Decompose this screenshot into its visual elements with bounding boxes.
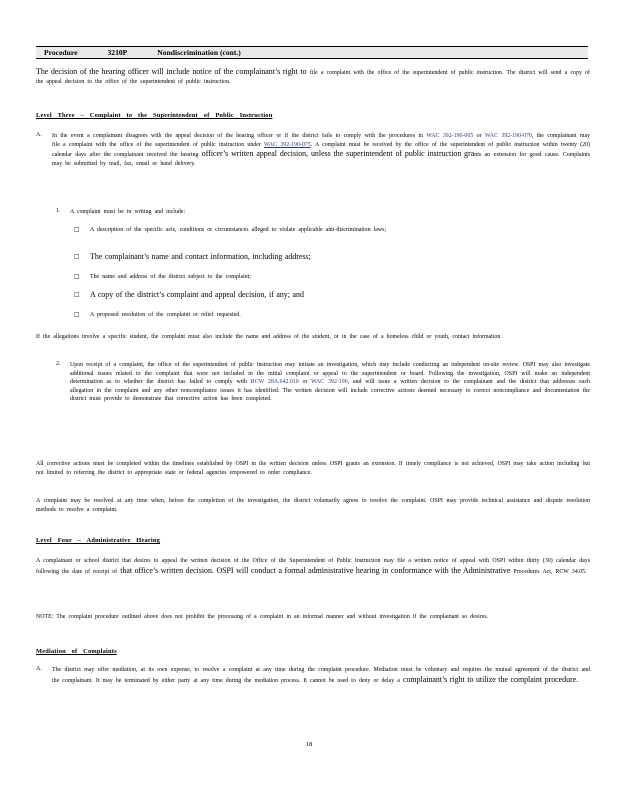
bullet-item <box>74 311 588 320</box>
item-2-number: 2. <box>56 361 61 367</box>
checkbox-bullet-icon: □ <box>74 253 80 260</box>
bullet-text: A copy of the district’s complaint and appeal decision, if any; and <box>90 290 304 299</box>
mediation-text-1: The district may offer mediation, at its own expense, to resolve a complaint at any time during the complaint procedure. Mediation must be voluntary and requires the mutual agreement of the district and the complainant. It may be terminated by either party at any time during the mediation process. It cannot be used to deny or delay a <box>52 667 590 684</box>
mediation-paragraph <box>52 666 590 685</box>
mediation-a-label: A. <box>36 666 42 672</box>
item-1-text: A complaint must be in writing and include: <box>70 209 186 215</box>
a-text-4: nts an extension for good cause. Complaints may be submitted by mail, fax, email or hand delivery. <box>52 152 590 167</box>
rcw-28a-link[interactable]: RCW 28A.642.010 <box>250 379 299 386</box>
item-1-number: 1. <box>56 208 61 214</box>
item-2-text-1: Upon receipt of a complaint, the office of the superintendent of public instruction may initiate an investigation, which may include conducting an independent on-site review. OSPI may also investigate additional issues related to the complaint that were not included in the initial complaint or appeal to the superintendent or board. Following the investigation, OSPI will make an independent determination as to whether the district has failed to comply with <box>70 362 590 386</box>
bullet-item <box>74 273 588 282</box>
allegations-paragraph: If the allegations involve a specific student, the complaint must also include the name and address of the student, or in the case of a homeless child or youth, contact information. <box>36 334 502 340</box>
corrective-actions-paragraph: All corrective actions must be completed within the timelines established by OSPI in the written decision unless OSPI grants an extension. If timely compliance is not achieved, OSPI may take action including but not limited to referring the district to appropriate state or federal agencies empowered to order compliance. <box>36 461 590 476</box>
procedure-number: 3210P <box>107 48 128 57</box>
intro-paragraph <box>36 67 590 86</box>
a-big-line: officer’s written appeal decision, unless the superintendent of public instruction gra <box>201 149 475 159</box>
wac-070-link[interactable]: WAC 392-190-070 <box>484 133 532 139</box>
item-2-or: or <box>302 379 308 386</box>
procedure-label: Procedure <box>44 48 78 57</box>
level-three-a-paragraph <box>52 132 590 168</box>
level-four-paragraph <box>36 557 590 576</box>
procedure-title: Nondiscrimination (cont.) <box>157 48 241 57</box>
item-2-paragraph <box>70 361 590 404</box>
a-text-2: , the complainant may file a complaint with the office of the superintendent of public instruction under <box>52 133 591 148</box>
wac-392-190-link[interactable]: WAC 392-190 <box>311 379 348 386</box>
resolved-paragraph: A complaint may be resolved at any time when, before the completion of the investigation, the district voluntarily agrees to resolve the complaint. OSPI may provide technical assistance and dispute resolution methods to resolve a complaint. <box>36 498 590 513</box>
bullet-item <box>74 226 588 235</box>
wac-065-link[interactable]: WAC 392-190-065 <box>426 133 474 139</box>
intro-line-emphasis: The decision of the hearing officer will include notice of the complainant’s right to <box>36 67 307 76</box>
bullet-item <box>74 290 588 300</box>
a-or: or <box>476 133 482 139</box>
level-four-heading: Level Four – Administrative Hearing <box>36 537 161 544</box>
procedure-header <box>36 46 588 59</box>
checkbox-bullet-icon: □ <box>74 291 80 298</box>
note-paragraph: NOTE: The complaint procedure outlined above does not prohibit the processing of a complaint in an informal manner and without investigation if the complainant so desires. <box>36 614 489 620</box>
intro-line-rest: file a complaint with the office of the superintendent of public instruction. The district will send a copy of the appeal decision to the office of the superintendent of public instruction. <box>36 70 591 85</box>
wac-075-link[interactable]: WAC 392-190-075 <box>263 141 311 148</box>
checkbox-bullet-icon: □ <box>74 226 80 233</box>
item-2-text-2: , and will issue a written decision to the complainant and the district that addresses each allegation in the complaint and any other noncompliance issues it has identified. The written decision will include corrective actions deemed necessary to correct noncompliance and documentation the district must provide to demonstrate that corrective action has been completed. <box>70 379 591 403</box>
level-four-big-line: that office’s written decision. OSPI will conduct a formal administrative hearing in conformance with the Administrative <box>120 565 511 575</box>
mediation-heading: Mediation of Complaints <box>36 648 117 655</box>
bullet-text: The name and address of the district subject to the complaint; <box>90 274 251 280</box>
level-three-heading: Level Three – Complaint to the Superintendent of Public Instruction <box>36 112 273 119</box>
page-number: 18 <box>305 741 313 748</box>
level-three-a-label: A. <box>36 132 42 138</box>
bullet-text: A description of the specific acts, conditions or circumstances alleged to violate applicable anti-discrimination laws; <box>90 227 387 233</box>
checkbox-bullet-icon: □ <box>74 273 80 280</box>
bullet-item <box>74 252 588 262</box>
a-text-1: In the event a complainant disagrees with the appeal decision of the hearing officer or if the district fails to comply with the procedures in <box>52 133 423 139</box>
a-text-3: . A complaint must be received by the office of the superintendent of public instruction within twenty (20) calendar days after the complainant received the hearing <box>52 141 591 159</box>
bullet-text: The complainant’s name and contact information, including address; <box>90 252 311 261</box>
bullet-text: A proposed resolution of the complaint or relief requested. <box>90 312 241 318</box>
checkbox-bullet-icon: □ <box>74 311 80 318</box>
level-four-text-2: Procedures Act, RCW 34.05. <box>513 568 587 575</box>
level-four-text-1: A complainant or school district that desires to appeal the written decision of the Office of the Superintendent of Public Instruction may file a written notice of appeal with OSPI within thirty (30) calendar days following the date of receipt of <box>36 558 590 575</box>
mediation-big-line: complainant’s right to utilize the complaint procedure. <box>402 674 579 684</box>
